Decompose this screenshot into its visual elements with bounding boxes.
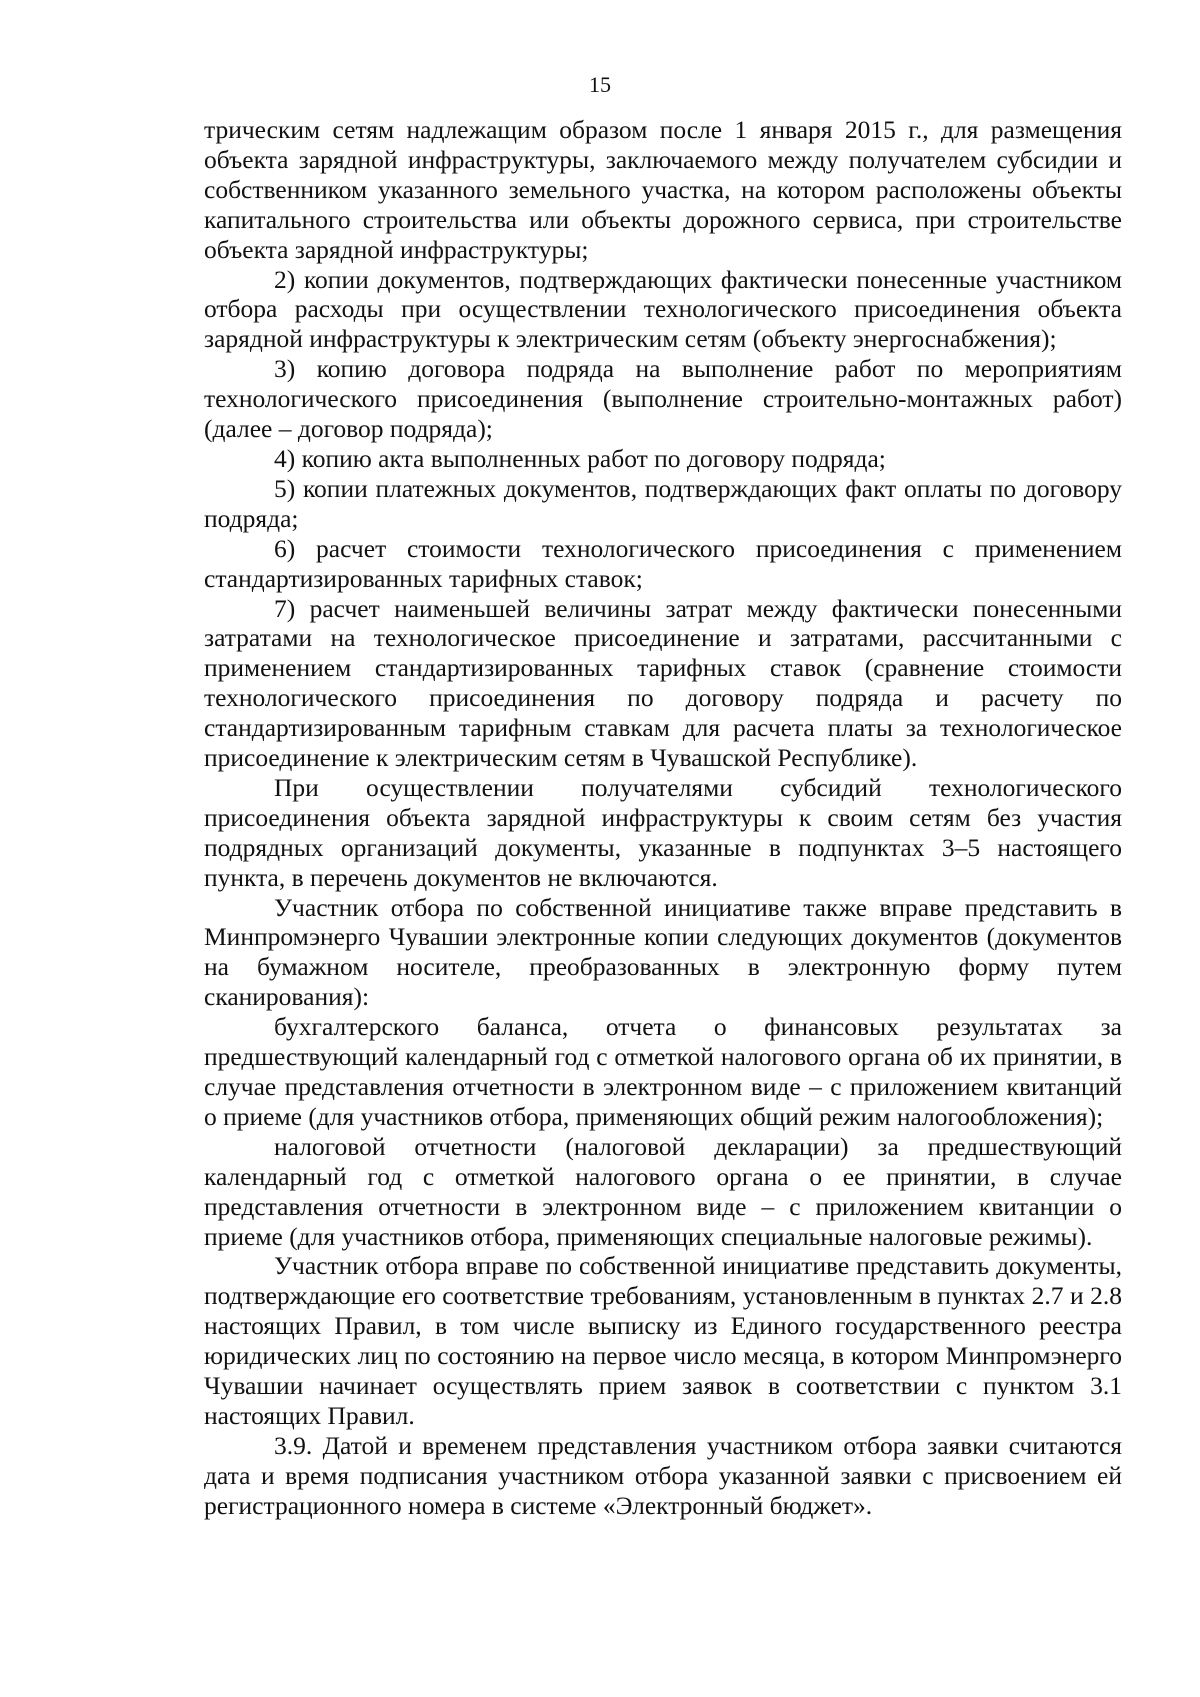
paragraph-self-connection-note: При осуществлении получателями субсидий технологического присоединения объекта зарядной инфраструктуры к своим сетям без участия подрядных организаций документы, указанные в подпунктах 3–5 настоящего пункта, в перечень документов не включаются. xyxy=(204,772,1122,892)
paragraph-item-3: 3) копию договора подряда на выполнение работ по мероприятиям технологического присоединения (выполнение строительно-монтажных работ) (далее – договор подряда); xyxy=(204,354,1122,444)
paragraph-section-3-9: 3.9. Датой и временем представления участником отбора заявки считаются дата и время подписания участником отбора указанной заявки с присвоением ей регистрационного номера в системе «Электронный бюджет». xyxy=(204,1430,1122,1520)
paragraph-compliance-documents: Участник отбора вправе по собственной инициативе представить документы, подтверждающие его соответствие требованиям, установленным в пунктах 2.7 и 2.8 настоящих Правил, в том числе выписку из Единого государственного реестра юридических лиц по состоянию на первое число месяца, в котором Минпромэнерго Чувашии начинает осуществлять прием заявок в соответствии с пунктом 3.1 настоящих Правил. xyxy=(204,1251,1122,1430)
paragraph-balance-sheet: бухгалтерского баланса, отчета о финансовых результатах за предшествующий календарный год с отметкой налогового органа об их принятии, в случае представления отчетности в электронном виде – с приложением квитанций о приеме (для участников отбора, применяющих общий режим налогообложения); xyxy=(204,1012,1122,1131)
paragraph-item-2: 2) копии документов, подтверждающих фактически понесенные участником отбора расходы при осуществлении технологического присоединения объекта зарядной инфраструктуры к электрическим сетям (объекту энергоснабжения); xyxy=(204,264,1122,354)
paragraph-item-4: 4) копию акта выполненных работ по договору подряда; xyxy=(274,443,886,473)
paragraph-optional-documents: Участник отбора по собственной инициативе также вправе представить в Минпромэнерго Чувашии электронные копии следующих документов (документов на бумажном носителе, преобразованных в электронную форму путем сканирования): xyxy=(204,892,1122,1012)
document-body xyxy=(204,115,1122,1521)
paragraph-continuation: трическим сетям надлежащим образом после 1 января 2015 г., для размещения объекта зарядной инфраструктуры, заключаемого между получателем субсидии и собственником указанного земельного участка, на котором расположены объекты капитального строительства или объекты дорожного сервиса, при строительстве объекта зарядной инфраструктуры; xyxy=(204,115,1122,264)
paragraph-item-6: 6) расчет стоимости технологического присоединения с применением стандартизированных тарифных ставок; xyxy=(204,533,1122,593)
paragraph-tax-reporting: налоговой отчетности (налоговой декларации) за предшествующий календарный год с отметкой налогового органа о ее принятии, в случае представления отчетности в электронном виде – с приложением квитанции о приеме (для участников отбора, применяющих специальные налоговые режимы). xyxy=(204,1131,1122,1251)
paragraph-item-7: 7) расчет наименьшей величины затрат между фактически понесенными затратами на технологическое присоединение и затратами, рассчитанными с применением стандартизированных тарифных ставок (сравнение стоимости технологического присоединения по договору подряда и расчету по стандартизированным тарифным ставкам для расчета платы за технологическое присоединение к электрическим сетям в Чувашской Республике). xyxy=(204,593,1122,773)
page-number: 15 xyxy=(589,72,611,97)
paragraph-item-5: 5) копии платежных документов, подтверждающих факт оплаты по договору подряда; xyxy=(204,473,1122,533)
